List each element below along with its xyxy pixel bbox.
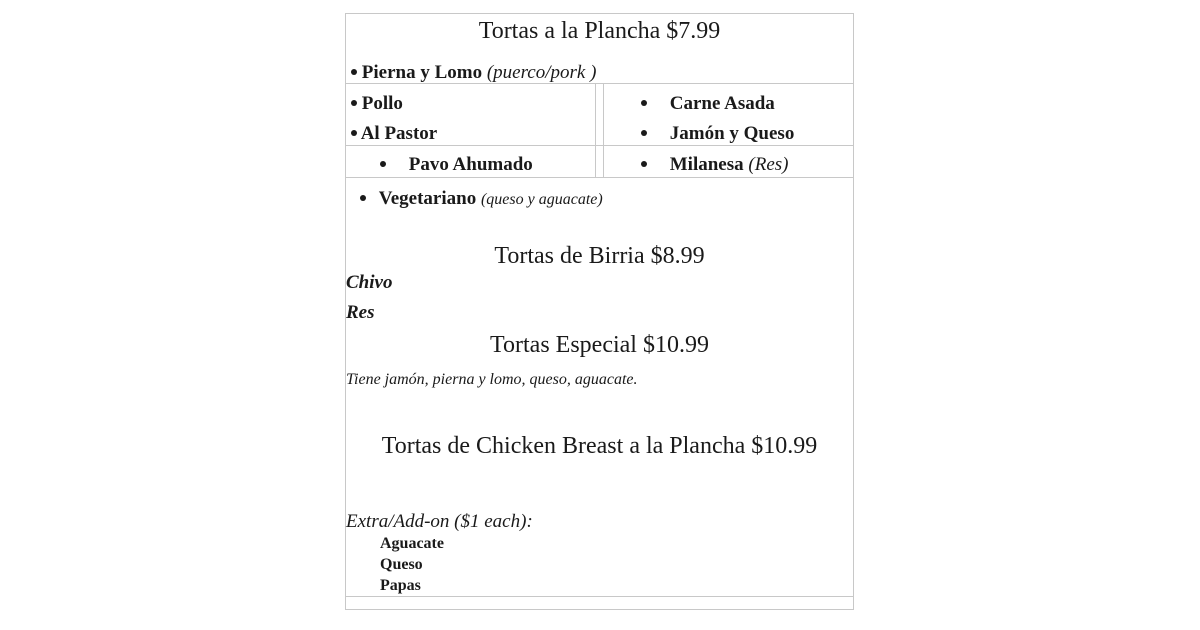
bullet-icon bbox=[641, 130, 647, 136]
table-rule-3 bbox=[346, 177, 853, 178]
table-column-rule-right bbox=[603, 83, 604, 177]
table-rule-4 bbox=[346, 596, 853, 597]
menu-item-al-pastor bbox=[351, 124, 437, 143]
section-heading-chicken: Tortas de Chicken Breast a la Plancha $10.99 bbox=[381, 433, 818, 459]
menu-document bbox=[345, 13, 854, 610]
bullet-icon bbox=[351, 69, 357, 75]
extras-item-queso: Queso bbox=[380, 556, 423, 573]
menu-item-carne-asada bbox=[641, 94, 775, 113]
item-note: (puerco/pork ) bbox=[486, 62, 597, 83]
menu-item-pavo-ahumado bbox=[380, 155, 533, 174]
section-heading-plancha: Tortas a la Plancha $7.99 bbox=[478, 18, 721, 44]
menu-item-vegetariano bbox=[360, 189, 603, 208]
item-note: (Res) bbox=[748, 154, 789, 175]
extras-item-aguacate: Aguacate bbox=[380, 535, 444, 552]
item-name: Carne Asada bbox=[669, 93, 775, 114]
bullet-icon bbox=[641, 100, 647, 106]
section-heading-especial: Tortas Especial $10.99 bbox=[490, 332, 709, 358]
bullet-icon bbox=[351, 130, 357, 136]
item-name: Vegetariano bbox=[378, 188, 477, 209]
item-name: Milanesa bbox=[669, 154, 744, 175]
bullet-icon bbox=[380, 161, 386, 167]
section-heading-birria: Tortas de Birria $8.99 bbox=[494, 243, 705, 269]
menu-item-pierna-y-lomo bbox=[351, 63, 596, 82]
birria-item-chivo: Chivo bbox=[346, 272, 393, 293]
menu-item-jamon-y-queso bbox=[641, 124, 794, 143]
bullet-icon bbox=[641, 161, 647, 167]
item-name: Pavo Ahumado bbox=[408, 154, 533, 175]
extras-item-papas: Papas bbox=[380, 577, 421, 594]
item-name: Pierna y Lomo bbox=[361, 62, 483, 83]
table-rule-1 bbox=[346, 83, 853, 84]
bullet-icon bbox=[351, 100, 357, 106]
item-name: Pollo bbox=[361, 93, 403, 114]
menu-item-milanesa bbox=[641, 155, 788, 174]
extras-label: Extra/Add-on ($1 each): bbox=[346, 511, 533, 532]
bullet-icon bbox=[360, 195, 366, 201]
table-column-rule-left bbox=[595, 83, 596, 177]
menu-item-pollo bbox=[351, 94, 403, 113]
item-name: Jamón y Queso bbox=[669, 123, 795, 144]
birria-item-res: Res bbox=[346, 302, 375, 323]
item-note: (queso y aguacate) bbox=[480, 191, 603, 208]
table-rule-2 bbox=[346, 145, 853, 146]
item-name: Al Pastor bbox=[360, 123, 438, 144]
especial-description: Tiene jamón, pierna y lomo, queso, aguacate. bbox=[346, 371, 638, 388]
